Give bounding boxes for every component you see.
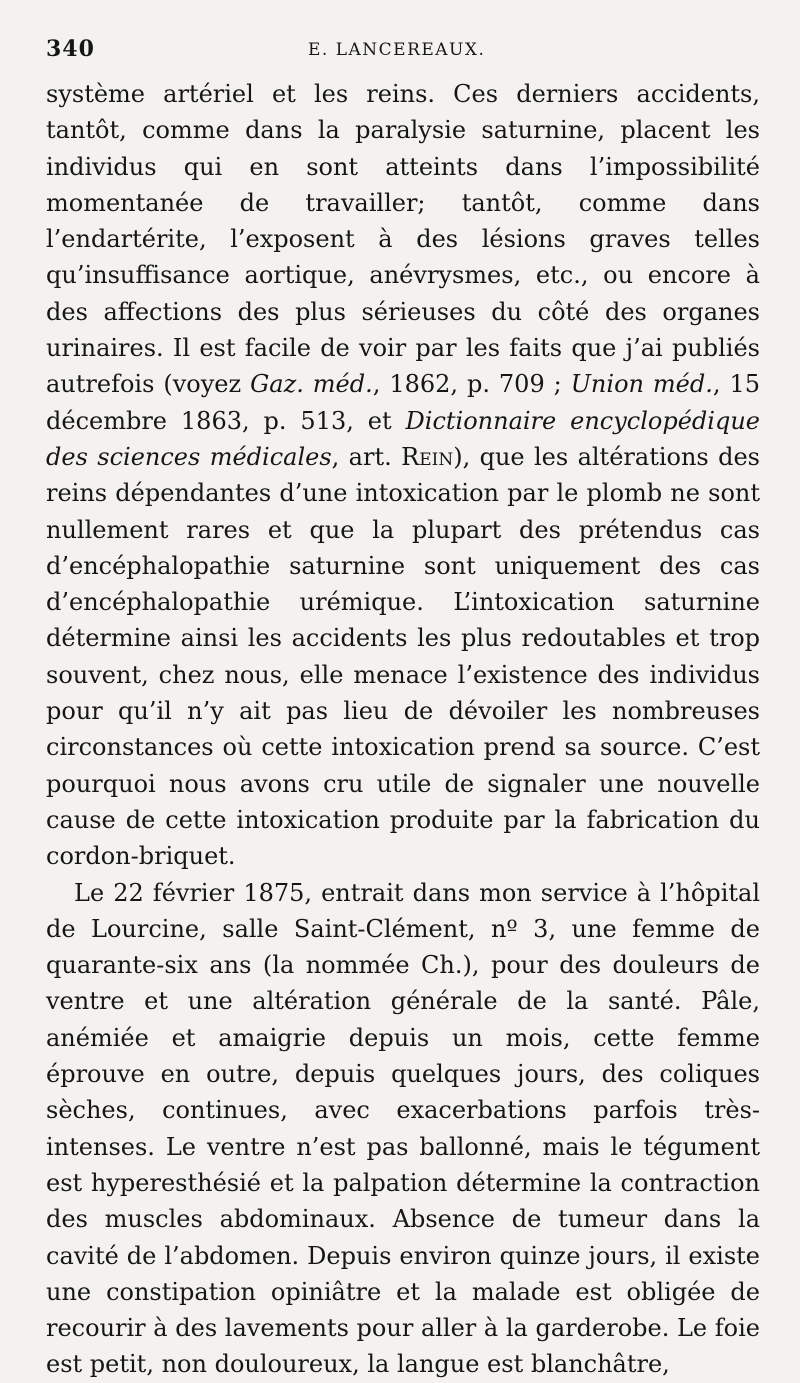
text-segment: Union méd. (570, 370, 713, 399)
paragraph-2 (46, 875, 760, 1383)
running-head: E. LANCEREAUX. (308, 40, 486, 60)
text-segment: ), que les altérations des reins dépendantes d’une intoxication par le plomb ne sont nullement rares et que la plupart des prétendus cas d’encéphalopathie saturnine sont uniquement des cas d’encéphalopathie urémique. L’intoxication saturnine détermine ainsi les accidents les plus redoutables et trop souvent, chez nous, elle menace l’existence des individus pour qu’il n’y ait pas lieu de dévoiler les nombreuses circonstances où cette intoxication prend sa source. C’est pourquoi nous avons cru utile de signaler une nouvelle cause de cette intoxication produite par la fabrication du cordon-briquet. (46, 442, 760, 871)
text-segment: , 1862, p. 709 ; (372, 370, 571, 399)
text-segment: Dictionnaire encyclopédique des sciences médicales (46, 406, 760, 471)
page-header (46, 36, 760, 76)
page-number: 340 (46, 36, 95, 62)
text-segment: Rein (401, 442, 454, 471)
text-segment: système artériel et les reins. Ces derniers accidents, tantôt, comme dans la paralysie saturnine, placent les individus qui en sont atteints dans l’impossibilité momentanée de travailler; tantôt, comme dans l’endartérite, l’exposent à des lésions graves telles qu’insuffisance aortique, anévrysmes, etc., ou encore à des affections des plus sérieuses du côté des organes urinaires. Il est facile de voir par les faits que j’ai publiés autrefois (voyez (46, 80, 760, 399)
text-segment: Le 22 février 1875, entrait dans mon service à l’hôpital de Lourcine, salle Saint-Clément, nº 3, une femme de quarante-six ans (la nommée Ch.), pour des douleurs de ventre et une altération générale de la santé. Pâle, anémiée et amaigrie depuis un mois, cette femme éprouve en outre, depuis quelques jours, des coliques sèches, continues, avec exacerbations parfois très-intenses. Le ventre n’est pas ballonné, mais le tégument est hyperesthésié et la palpation détermine la contraction des muscles abdominaux. Absence de tumeur dans la cavité de l’abdomen. Depuis environ quinze jours, il existe une constipation opiniâtre et la malade est obligée de recourir à des lavements pour aller à la garderobe. Le foie est petit, non douloureux, la langue est blanchâtre, (46, 878, 760, 1379)
paragraph-1 (46, 76, 760, 875)
body-text (46, 76, 760, 1383)
text-segment: , 15 décembre 1863, p. 513, et (46, 370, 760, 435)
text-segment: Gaz. méd. (250, 370, 373, 399)
text-segment: , art. (331, 442, 402, 471)
